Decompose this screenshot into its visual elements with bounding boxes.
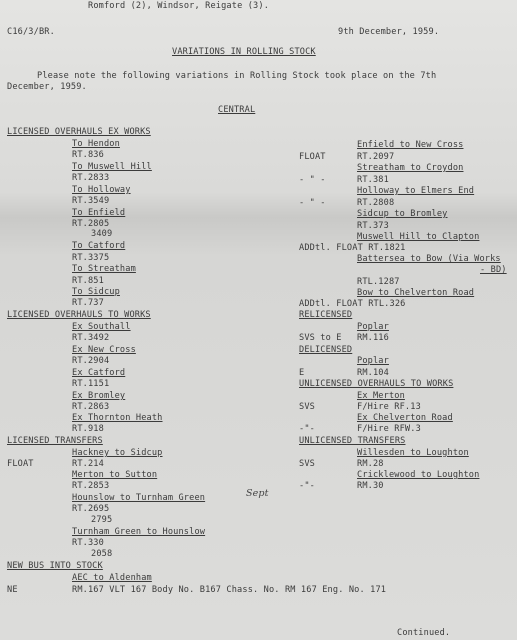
vehicle-number: RT.373 [357, 221, 389, 231]
licensed-transfers-heading: LICENSED TRANSFERS [7, 436, 103, 446]
delicensed-heading: DELICENSED [299, 345, 353, 355]
vehicle-number: RT.3549 [72, 196, 110, 206]
route-line: Ex Merton [357, 391, 405, 401]
vehicle-number: 2795 [91, 515, 113, 525]
vehicle-number: RT.3375 [72, 253, 110, 263]
vehicle-number: F/Hire RFW.3 [357, 424, 421, 434]
vehicle-number: RT.381 [357, 175, 389, 185]
route-line: Muswell Hill to Clapton [357, 232, 480, 242]
vehicle-number: RM.30 [357, 481, 384, 491]
vehicle-number: RM.28 [357, 459, 384, 469]
garage-line: Poplar [357, 356, 389, 366]
section-heading: CENTRAL [218, 105, 256, 115]
category-code: - " - [299, 198, 326, 208]
vehicle-number: RT.2805 [72, 219, 110, 229]
vehicle-number: RT.2097 [357, 152, 395, 162]
route-line-continuation: - BD) [480, 265, 507, 275]
licensed-overhauls-to-works-heading: LICENSED OVERHAULS TO WORKS [7, 310, 151, 320]
relicensed-heading: RELICENSED [299, 310, 353, 320]
vehicle-number: RT.3492 [72, 333, 110, 343]
vehicle-number: RT.214 [72, 459, 104, 469]
vehicle-number: 2058 [91, 549, 113, 559]
vehicle-number: RT.836 [72, 150, 104, 160]
route-line: Streatham to Croydon [357, 163, 464, 173]
route-line: Turnham Green to Hounslow [72, 527, 206, 537]
vehicle-number: RT.2695 [72, 504, 110, 514]
category-code: -"- [299, 424, 315, 434]
route-line: To Catford [72, 241, 126, 251]
vehicle-number: RT.2904 [72, 356, 110, 366]
vehicle-number: RTL.1287 [357, 277, 400, 287]
vehicle-number: RM.104 [357, 368, 389, 378]
vehicle-number: RT.2808 [357, 198, 395, 208]
category-code: SVS [299, 402, 315, 412]
intro-line-1: Please note the following variations in Rolling Stock took place on the 7th [37, 71, 437, 81]
intro-line-2: December, 1959. [7, 82, 87, 92]
distribution-line: Romford (2), Windsor, Reigate (3). [88, 1, 270, 11]
handwritten-note: Sept [246, 488, 269, 499]
document-title: VARIATIONS IN ROLLING STOCK [172, 47, 316, 57]
vehicle-number: RT.737 [72, 298, 104, 308]
category-code: -"- [299, 481, 315, 491]
unlicensed-overhauls-heading: UNLICENSED OVERHAULS TO WORKS [299, 379, 454, 389]
route-line: To Streatham [72, 264, 136, 274]
route-line: Cricklewood to Loughton [357, 470, 480, 480]
reference-number: C16/3/BR. [7, 27, 55, 37]
vehicle-number: RT.918 [72, 424, 104, 434]
route-line: Ex Chelverton Road [357, 413, 453, 423]
route-line: Holloway to Elmers End [357, 186, 475, 196]
route-line: Merton to Sutton [72, 470, 158, 480]
route-line: Hackney to Sidcup [72, 448, 163, 458]
vehicle-number: RT.2833 [72, 173, 110, 183]
route-line: Ex Bromley [72, 391, 126, 401]
route-line: Bow to Chelverton Road [357, 288, 475, 298]
garage-line: Poplar [357, 322, 389, 332]
category-code: SVS to E [299, 333, 342, 343]
vehicle-number: RT.1151 [72, 379, 110, 389]
category-code: - " - [299, 175, 326, 185]
route-line: Ex Southall [72, 322, 131, 332]
route-line: Ex Thornton Heath [72, 413, 163, 423]
vehicle-number: RT.330 [72, 538, 104, 548]
document-date: 9th December, 1959. [338, 27, 440, 37]
route-line: Enfield to New Cross [357, 140, 464, 150]
route-line: To Holloway [72, 185, 131, 195]
route-line: Battersea to Bow (Via Works [357, 254, 501, 264]
route-line: To Sidcup [72, 287, 120, 297]
licensed-overhauls-ex-works-heading: LICENSED OVERHAULS EX WORKS [7, 127, 151, 137]
category-code: NE [7, 585, 18, 595]
category-code: SVS [299, 459, 315, 469]
route-line: To Hendon [72, 139, 120, 149]
continued-note: Continued. [397, 628, 451, 638]
new-bus-details: RM.167 VLT 167 Body No. B167 Chass. No. RM 167 Eng. No. 171 [72, 585, 387, 595]
category-code: E [299, 368, 305, 378]
vehicle-number: RT.851 [72, 276, 104, 286]
vehicle-number: RT.2863 [72, 402, 110, 412]
route-line: Ex New Cross [72, 345, 136, 355]
new-bus-into-stock-heading: NEW BUS INTO STOCK [7, 561, 103, 571]
vehicle-number: F/Hire RF.13 [357, 402, 421, 412]
route-line: Ex Catford [72, 368, 126, 378]
unlicensed-transfers-heading: UNLICENSED TRANSFERS [299, 436, 406, 446]
route-line: To Muswell Hill [72, 162, 152, 172]
route-line: Sidcup to Bromley [357, 209, 448, 219]
category-code: FLOAT [7, 459, 34, 469]
vehicle-number: RT.2853 [72, 481, 110, 491]
vehicle-number: RM.116 [357, 333, 389, 343]
route-line: Willesden to Loughton [357, 448, 469, 458]
category-code: FLOAT [299, 152, 326, 162]
additional-float-note: ADDtl. FLOAT RT.1821 [299, 243, 406, 253]
additional-float-note: ADDtl. FLOAT RTL.326 [299, 299, 406, 309]
route-line: To Enfield [72, 208, 126, 218]
vehicle-number: 3409 [91, 229, 113, 239]
route-line: AEC to Aldenham [72, 573, 152, 583]
route-line: Hounslow to Turnham Green [72, 493, 206, 503]
